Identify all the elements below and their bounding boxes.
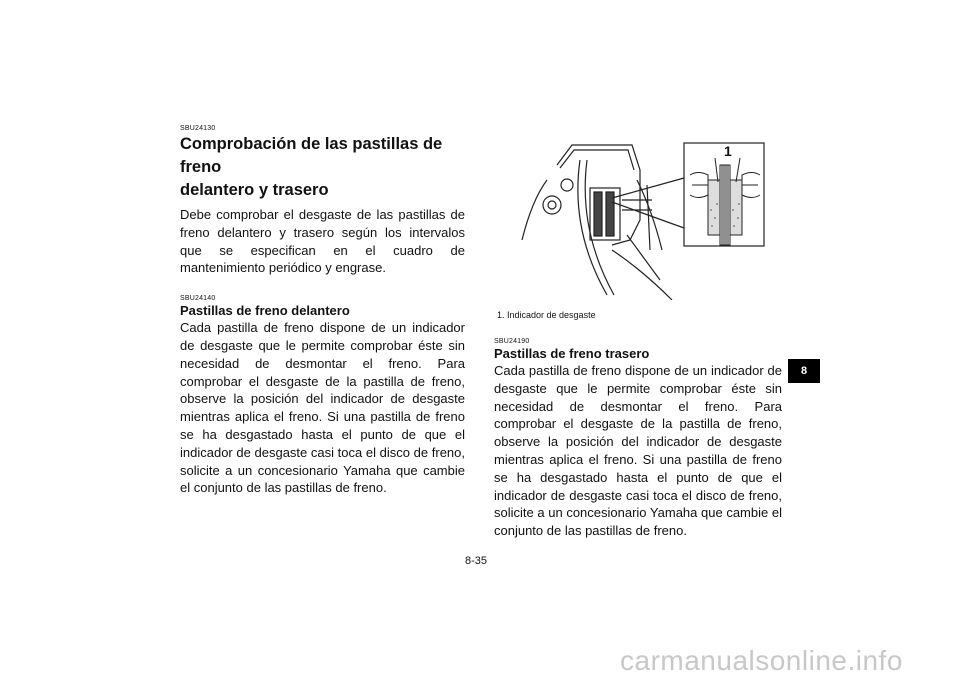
brake-caliper-drawing	[512, 140, 767, 300]
front-brake-paragraph: Cada pastilla de freno dispone de un indicador de desgaste que le permite comprobar éste sin necesidad de desmontar el freno. Para comprobar el desgaste de la pastilla de freno, observe la posición del indicador de desgaste mientras aplica el freno. Si una pastilla de freno se ha desgastado hasta el punto de que el indicador de desgaste casi toca el disco de freno, solicite a un concesionario Yamaha que cambie el conjunto de las pastillas de freno.	[180, 320, 465, 496]
chapter-tab: 8	[788, 359, 820, 383]
section-title-line1: Comprobación de las pastillas de freno	[180, 135, 443, 176]
section-code: SBU24130	[180, 125, 216, 132]
section-title	[180, 133, 465, 202]
watermark: carmanualsonline.info	[620, 645, 903, 676]
rear-brake-paragraph: Cada pastilla de freno dispone de un indicador de desgaste que le permite comprobar éste sin necesidad de desmontar el freno. Para comprobar el desgaste de la pastilla de freno, observe la posición del indicador de desgaste mientras aplica el freno. Si una pastilla de freno se ha desgastado hasta el punto de que el indicador de desgaste casi toca el disco de freno, solicite a un concesionario Yamaha que cambie el conjunto de las pastillas de freno.	[494, 363, 782, 539]
page-number: 8-35	[465, 555, 488, 567]
subsection-code-rear: SBU24190	[494, 338, 530, 345]
section-title-line2: delantero y trasero	[180, 181, 329, 199]
callout-number: 1	[724, 143, 732, 159]
subsection-title-front: Pastillas de freno delantero	[180, 303, 350, 319]
subsection-code-front: SBU24140	[180, 295, 216, 303]
subsection-title-rear: Pastillas de freno trasero	[494, 346, 650, 361]
brake-pad-illustration	[512, 140, 767, 300]
right-column	[494, 338, 782, 540]
left-column	[180, 125, 465, 497]
figure-caption: 1. Indicador de desgaste	[497, 310, 596, 320]
intro-paragraph: Debe comprobar el desgaste de las pastillas de freno delantero y trasero según los intervalos que se especifican en el cuadro de mantenimiento periódico y engrase.	[180, 207, 465, 276]
